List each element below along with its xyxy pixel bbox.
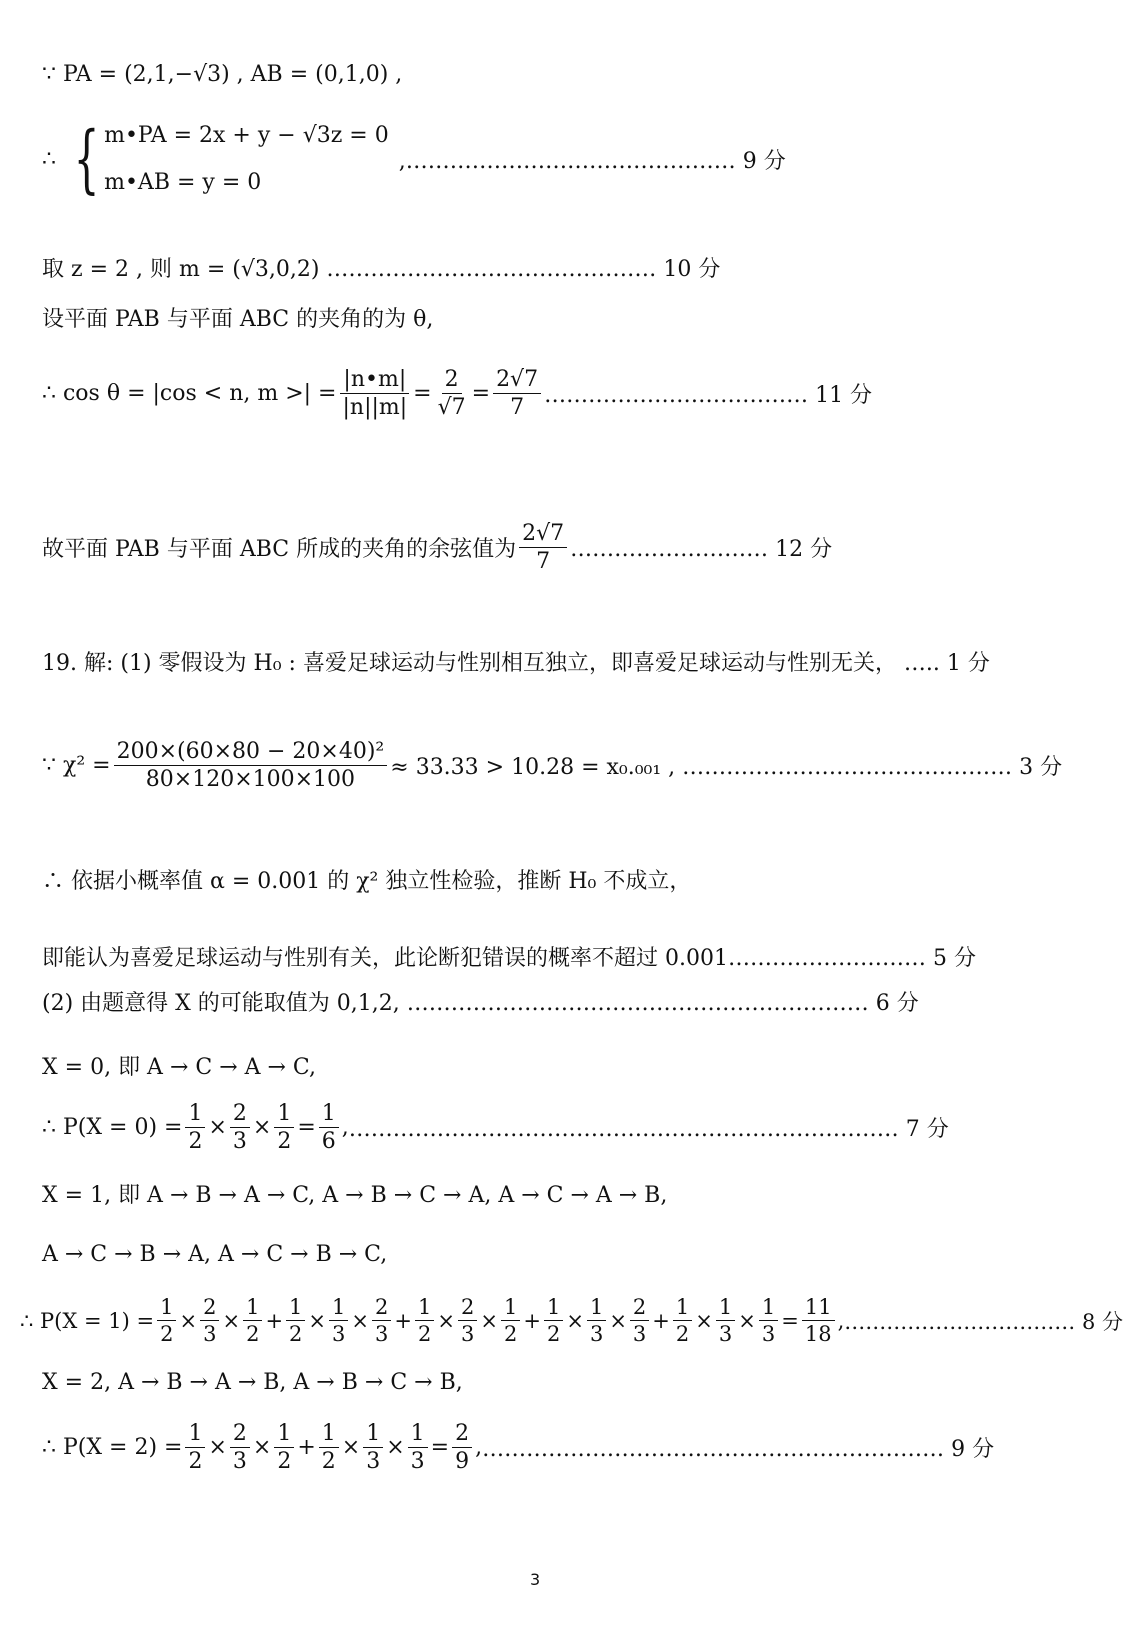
frac-den: 3	[203, 1322, 217, 1347]
frac-den: 3	[632, 1322, 647, 1347]
frac-num: 1	[759, 1296, 778, 1321]
frac-den: 3	[460, 1322, 475, 1347]
chi-square-result: ≈ 33.33 > 10.28 = x₀.₀₀₁ , ……………………………………… 3 分	[390, 755, 1063, 781]
chi-square-fraction	[114, 740, 388, 791]
frac-half	[673, 1296, 692, 1345]
frac-den: 3	[718, 1322, 733, 1347]
frac-num: 1	[544, 1296, 563, 1321]
line-p-x0: ∴ P(X = 0) = $\frac{1}{2}$ × $\frac{2}{3}$ × $\frac{1}{2}$ = $\frac{1}{6}$ , ………………………………………………………………… 7 分	[42, 1101, 949, 1155]
frac-half	[274, 1102, 294, 1153]
frac-num: 2	[372, 1296, 391, 1321]
x1-paths-text: X = 1, 即 A → B → A → C, A → B → C → A, A → C → A → B,	[42, 1183, 668, 1208]
score-9-dots: ,……………………………………… 9 分	[398, 148, 786, 174]
frac-num: 2√7	[519, 522, 567, 548]
frac-num: 2	[452, 1422, 472, 1448]
take-z-text: 取 z = 2 , 则 m = (√3,0,2) ……………………………………… 10 分	[42, 257, 721, 282]
frac-den: 2	[503, 1322, 518, 1347]
equation-lines	[104, 123, 389, 195]
frac-two-ninths	[452, 1422, 472, 1473]
frac-den: 2	[675, 1322, 690, 1347]
x1-paths-2-text: A → C → B → A, A → C → B → C,	[42, 1242, 388, 1267]
frac-third	[759, 1296, 778, 1345]
frac-num: 1	[673, 1296, 692, 1321]
frac-den: 9	[455, 1449, 470, 1475]
equation-m-pa: m•PA = 2x + y − √3z = 0	[104, 123, 389, 148]
line-x1-paths	[42, 1178, 667, 1209]
cos-fraction-2-sqrt7	[435, 368, 469, 419]
frac-num: 2	[200, 1296, 219, 1321]
chi-square-prefix: ∵ χ² =	[42, 753, 111, 779]
line-x1-paths-2	[42, 1242, 387, 1267]
frac-den: 2	[160, 1322, 174, 1347]
frac-num: 1	[274, 1102, 294, 1128]
q19-hypothesis-text: 19. 解: (1) 零假设为 H₀ : 喜爱足球运动与性别相互独立，即喜爱足球运动与性别无关， ….. 1 分	[42, 651, 990, 676]
frac-num: 2	[458, 1296, 477, 1321]
therefore-symbol: ∴	[42, 146, 63, 172]
frac-third	[363, 1422, 383, 1473]
frac-half	[501, 1296, 520, 1345]
frac-eleven-eighteenths	[802, 1296, 835, 1345]
frac-den: 3	[232, 1449, 247, 1475]
cos-fraction-numerator: |n•m|	[340, 368, 409, 394]
line-take-z	[42, 252, 720, 283]
page-number: 3	[530, 1570, 541, 1589]
line-q19-hypothesis	[42, 646, 990, 677]
frac-two-thirds	[200, 1296, 219, 1345]
frac-third	[329, 1296, 348, 1345]
frac-num: 1	[185, 1102, 205, 1128]
frac-num: 2√7	[493, 368, 541, 394]
line-x0-path	[42, 1050, 316, 1081]
frac-num: 1	[363, 1422, 383, 1448]
conclusion-1-text: 即能认为喜爱足球运动与性别有关，此论断犯错误的概率不超过 0.001……………………… 5 分	[42, 946, 976, 971]
frac-den: 2	[188, 1449, 203, 1475]
frac-den: 2	[418, 1322, 432, 1347]
line-conclusion-1	[42, 941, 976, 972]
frac-half	[185, 1102, 205, 1153]
frac-third	[587, 1296, 606, 1345]
frac-num: 200×(60×80 − 20×40)²	[114, 740, 388, 766]
line-cos-theta	[42, 368, 872, 419]
frac-half	[243, 1296, 262, 1345]
cos-theta-prefix: ∴ cos θ = |cos < n, m >| =	[42, 381, 337, 407]
frac-den: 3	[589, 1322, 604, 1347]
frac-half	[274, 1422, 294, 1473]
frac-num: 1	[243, 1296, 262, 1321]
cos-fraction-vectors	[339, 368, 410, 419]
frac-den: 2	[277, 1449, 292, 1475]
line-x2-paths	[42, 1370, 463, 1395]
frac-num: 1	[319, 1102, 339, 1128]
frac-two-thirds	[372, 1296, 391, 1345]
line-angle-def	[42, 302, 433, 333]
line-cosine-conclusion	[42, 522, 832, 573]
frac-den: 3	[761, 1322, 776, 1347]
frac-den: 3	[410, 1449, 425, 1475]
frac-den: 2	[277, 1129, 292, 1155]
line-inference	[42, 864, 691, 895]
frac-num: 1	[319, 1422, 339, 1448]
frac-den: 80×120×100×100	[145, 767, 356, 793]
frac-num: 1	[716, 1296, 735, 1321]
frac-den: 3	[232, 1129, 247, 1155]
line-chi-square	[42, 740, 1062, 791]
score-8-dots: …………………………… 8 分	[844, 1309, 1123, 1334]
cosine-conclusion-text: 故平面 PAB 与平面 ABC 所成的夹角的余弦值为	[42, 537, 517, 563]
frac-den: 2	[289, 1322, 303, 1347]
score-9b-dots: ……………………………………………………… 9 分	[482, 1437, 995, 1463]
equals-sign: =	[413, 381, 432, 407]
frac-den: 7	[536, 549, 551, 575]
frac-den: 3	[375, 1322, 389, 1347]
line-p-x2: ∴ P(X = 2) = $\frac{1}{2}$ × $\frac{2}{3}$ × $\frac{1}{2}$ + $\frac{1}{2}$ × $\frac{1}{3}$ × $\frac{1}{3}$ = $\frac{2}{9}$ , ……………………………………………………… 9 分	[42, 1421, 995, 1475]
p-x0-prefix: ∴ P(X = 0) =	[42, 1115, 183, 1141]
vectors-pa-ab-text: ∵ PA = (2,1,−√3) , AB = (0,1,0) ,	[42, 62, 403, 87]
frac-num: 1	[274, 1422, 294, 1448]
score-11-dots: ……………………………… 11 分	[544, 383, 873, 409]
angle-def-text: 设平面 PAB 与平面 ABC 的夹角的为 θ,	[42, 307, 434, 332]
frac-num: 2	[630, 1296, 649, 1321]
frac-num: 2	[442, 368, 462, 394]
frac-third	[716, 1296, 735, 1345]
p-x2-prefix: ∴ P(X = 2) =	[42, 1435, 183, 1461]
x2-paths-text: X = 2, A → B → A → B, A → B → C → B,	[42, 1370, 463, 1395]
part-2-text: (2) 由题意得 X 的可能取值为 0,1,2, ……………………………………………………… 6 分	[42, 991, 919, 1016]
cos-fraction-denominator: |n||m|	[342, 395, 408, 421]
p-x1-prefix: ∴ P(X = 1) =	[20, 1308, 155, 1333]
frac-den: 2	[246, 1322, 260, 1347]
frac-half	[157, 1296, 176, 1345]
frac-den: 3	[366, 1449, 381, 1475]
score-7-dots: ………………………………………………………………… 7 分	[348, 1117, 949, 1143]
equation-m-ab: m•AB = y = 0	[104, 170, 262, 195]
frac-den: 18	[804, 1322, 832, 1347]
frac-num: 1	[157, 1296, 176, 1321]
frac-half	[319, 1422, 339, 1473]
frac-num: 11	[802, 1296, 835, 1321]
frac-sixth	[319, 1102, 339, 1153]
frac-half	[185, 1422, 205, 1473]
equation-system	[63, 116, 389, 202]
frac-two-thirds	[458, 1296, 477, 1345]
frac-num: 2	[230, 1102, 250, 1128]
frac-num: 1	[286, 1296, 305, 1321]
frac-den: 2	[321, 1449, 336, 1475]
frac-third	[408, 1422, 428, 1473]
score-12-dots: ……………………… 12 分	[570, 537, 833, 563]
frac-half	[544, 1296, 563, 1345]
frac-num: 1	[408, 1422, 428, 1448]
frac-den: 6	[321, 1129, 336, 1155]
cosine-value-fraction	[519, 522, 567, 573]
frac-half	[286, 1296, 305, 1345]
frac-num: 1	[501, 1296, 520, 1321]
line-part-2	[42, 986, 919, 1017]
cos-fraction-result	[493, 368, 541, 419]
frac-two-thirds	[230, 1102, 250, 1153]
frac-two-thirds	[230, 1422, 250, 1473]
frac-half	[415, 1296, 434, 1345]
line-p-x1: ∴ P(X = 1) = $\frac{1}{2}$ × $\frac{2}{3}$ × $\frac{1}{2}$ + $\frac{1}{2}$ × $\frac{1}{3}$ × $\frac{2}{3}$ + $\frac{1}{2}$ × $\frac{2}{3}$ × $\frac{1}{2}$ + $\frac{1}{2}$ × $\frac{1}{3}$ × $\frac{2}{3}$ + $\frac{1}{2}$ × $\frac{1}{3}$ × $\frac{1}{3}$ = $\frac{11}{18}$ , …………………………… 8 分	[20, 1295, 1123, 1347]
frac-two-thirds	[630, 1296, 649, 1345]
frac-den: 3	[332, 1322, 346, 1347]
frac-den: 7	[510, 395, 525, 421]
line-normal-system	[42, 116, 786, 202]
frac-den: 2	[546, 1322, 561, 1347]
frac-den: 2	[188, 1129, 203, 1155]
left-brace: {	[73, 116, 100, 202]
inference-text: ∴ 依据小概率值 α = 0.001 的 χ² 独立性检验，推断 H₀ 不成立，	[42, 869, 692, 894]
line-vectors-pa-ab	[42, 62, 402, 87]
frac-num: 1	[185, 1422, 205, 1448]
frac-num: 2	[230, 1422, 250, 1448]
frac-num: 1	[587, 1296, 606, 1321]
x0-path-text: X = 0, 即 A → C → A → C,	[42, 1055, 316, 1080]
equals-sign-2: =	[471, 381, 491, 407]
frac-num: 1	[329, 1296, 348, 1321]
frac-num: 1	[415, 1296, 434, 1321]
frac-den: √7	[437, 395, 466, 421]
